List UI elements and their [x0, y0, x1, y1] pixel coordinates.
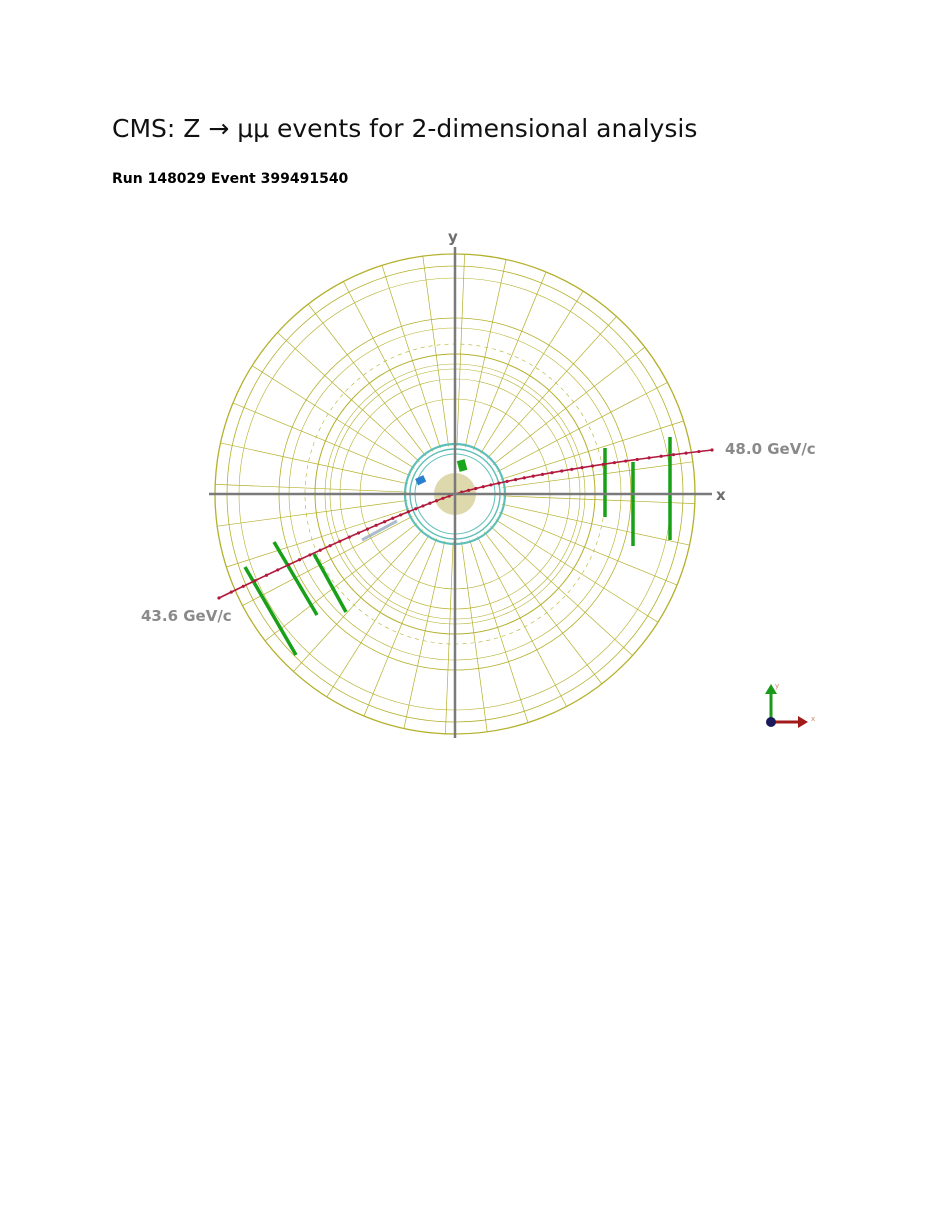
x-axis-label: x [716, 486, 726, 504]
track-hit-marker [672, 453, 675, 456]
detector-spoke [445, 542, 453, 734]
track-hit-marker [308, 553, 311, 556]
track-hit-marker [357, 531, 360, 534]
track-hit-marker [391, 517, 394, 520]
detector-spoke [294, 530, 423, 672]
track-hit-marker [435, 499, 438, 502]
track-hit-marker [217, 596, 220, 599]
track-hit-marker [265, 574, 268, 577]
track-hit-marker [414, 507, 417, 510]
detector-spoke [461, 542, 487, 732]
track-hit-marker [489, 483, 492, 486]
track-hit-marker [474, 487, 477, 490]
track-momentum-label-left: 43.6 GeV/c [141, 607, 232, 625]
track-hit-marker [497, 482, 500, 485]
track-hit-marker [684, 452, 687, 455]
orientation-gizmo [765, 682, 815, 728]
track-hit-marker [697, 450, 700, 453]
track-hit-marker [710, 448, 713, 451]
gizmo-origin [766, 717, 776, 727]
track-hit-marker [541, 473, 544, 476]
track-hit-marker [287, 563, 290, 566]
y-axis-label: y [448, 228, 458, 246]
gizmo-y-label: y [775, 682, 780, 690]
track-hit-marker [560, 469, 563, 472]
track-hit-marker [467, 489, 470, 492]
muon-chamber-hit [274, 542, 317, 615]
track-hit-marker [366, 527, 369, 530]
detector-spoke [457, 254, 465, 446]
track-hit-marker [660, 455, 663, 458]
muon-chambers [245, 437, 670, 655]
detector-spoke [423, 256, 449, 446]
track-hit-marker [230, 590, 233, 593]
muon-chamber-hit [245, 567, 296, 655]
track-hit-marker [570, 468, 573, 471]
detector-spoke [501, 421, 684, 479]
detector-spoke [277, 333, 419, 462]
track-hit-marker [348, 535, 351, 538]
track-hit-marker [647, 456, 650, 459]
track-hit-marker [421, 504, 424, 507]
track-hit-marker [407, 510, 410, 513]
detector-spoke [470, 540, 528, 723]
track-hit-marker [591, 464, 594, 467]
track-hit-marker [298, 558, 301, 561]
track-hit-marker [523, 476, 526, 479]
track-hit-marker [253, 579, 256, 582]
detector-spoke [217, 500, 407, 526]
track-hit-marker [383, 520, 386, 523]
detector-spoke [215, 484, 407, 492]
run-event-label: Run 148029 Event 399491540 [112, 171, 349, 187]
track-hit-marker [441, 497, 444, 500]
detector-spoke [491, 526, 633, 655]
track-hit-marker [602, 463, 605, 466]
detector-spoke [487, 316, 616, 458]
track-hit-marker [505, 480, 508, 483]
track-hit-marker [428, 502, 431, 505]
track-hit-marker [319, 549, 322, 552]
calo-deposit-green [457, 459, 468, 472]
track-hit-marker [329, 544, 332, 547]
track-hit-marker [338, 540, 341, 543]
track-hit-marker [399, 513, 402, 516]
track-momentum-label-right: 48.0 GeV/c [725, 440, 816, 458]
track-hit-marker [624, 459, 627, 462]
track-hit-marker [580, 466, 583, 469]
detector-spoke [382, 265, 440, 448]
detector-spoke [503, 496, 695, 504]
track-hit-marker [482, 485, 485, 488]
track-hit-marker [514, 478, 517, 481]
track-hit-marker [636, 458, 639, 461]
gizmo-x-arrowhead [798, 716, 808, 728]
track-hit-marker [375, 524, 378, 527]
gizmo-x-label: x [811, 715, 816, 723]
track-hit-marker [532, 475, 535, 478]
track-hit-marker [276, 568, 279, 571]
track-hit-marker [550, 471, 553, 474]
track-hit-marker [242, 585, 245, 588]
track-hit-marker [613, 461, 616, 464]
page-title: CMS: Z → μμ events for 2-dimensional analysis [112, 114, 698, 143]
